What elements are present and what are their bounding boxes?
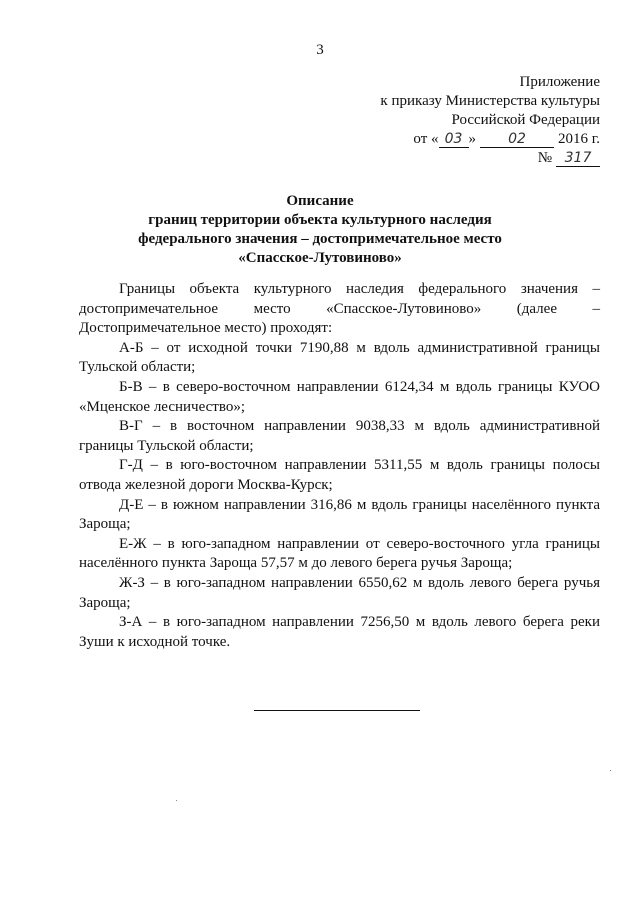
appendix-federation-line: Российской Федерации bbox=[451, 112, 600, 128]
paragraph-segment-d-e: Д-Е – в южном направлении 316,86 м вдоль границы населённого пункта Зароща; bbox=[79, 496, 600, 533]
handwritten-day: 03 bbox=[439, 131, 469, 148]
document-body bbox=[79, 280, 600, 652]
title-line-1: Описание bbox=[286, 193, 354, 209]
date-close-quote: » bbox=[468, 131, 477, 147]
end-separator-line bbox=[254, 710, 420, 711]
date-year: 2016 г. bbox=[558, 131, 600, 147]
paragraph-intro: Границы объекта культурного наследия федерального значения – достопримечательное место «Спасское-Лутовиново» (далее – Достопримечательное место) проходят: bbox=[79, 281, 600, 337]
paragraph-segment-zh-z: Ж-З – в юго-западном направлении 6550,62 м вдоль левого берега ручья Зароща; bbox=[79, 574, 600, 611]
paragraph-segment-v-g: В-Г – в восточном направлении 9038,33 м вдоль административной границы Тульской области; bbox=[79, 418, 600, 454]
paragraph-segment-e-zh: Е-Ж – в юго-западном направлении от северо-восточного угла границы населённого пункта Зароща 57,57 м до левого берега ручья Зароща; bbox=[79, 535, 600, 572]
scan-speck bbox=[176, 800, 177, 801]
date-prefix: от « bbox=[413, 131, 439, 147]
number-prefix: № bbox=[537, 150, 552, 166]
page-number: 3 bbox=[316, 42, 324, 58]
title-line-3: федерального значения – достопримечательное место bbox=[138, 231, 502, 247]
appendix-order-line: к приказу Министерства культуры bbox=[380, 93, 600, 109]
paragraph-segment-b-v: Б-В – в северо-восточном направлении 6124,34 м вдоль границы КУОО «Мценское лесничество»; bbox=[79, 378, 600, 415]
paragraph-segment-a-b: А-Б – от исходной точки 7190,88 м вдоль административной границы Тульской области; bbox=[79, 339, 600, 376]
appendix-number-line bbox=[380, 149, 600, 168]
appendix-header bbox=[380, 73, 600, 168]
scan-speck bbox=[610, 770, 611, 771]
document-title bbox=[0, 192, 640, 268]
title-line-4: «Спасское-Лутовиново» bbox=[238, 250, 402, 266]
appendix-date-line bbox=[380, 130, 600, 149]
paragraph-segment-z-a: З-А – в юго-западном направлении 7256,50 м вдоль левого берега реки Зуши к исходной точке. bbox=[79, 614, 600, 650]
handwritten-order-number: 317 bbox=[556, 150, 600, 167]
handwritten-month: 02 bbox=[480, 131, 554, 148]
paragraph-segment-g-d: Г-Д – в юго-восточном направлении 5311,55 м вдоль границы полосы отвода железной дороги Москва-Курск; bbox=[79, 457, 600, 493]
title-line-2: границ территории объекта культурного наследия bbox=[148, 212, 492, 228]
appendix-title: Приложение bbox=[519, 74, 600, 90]
